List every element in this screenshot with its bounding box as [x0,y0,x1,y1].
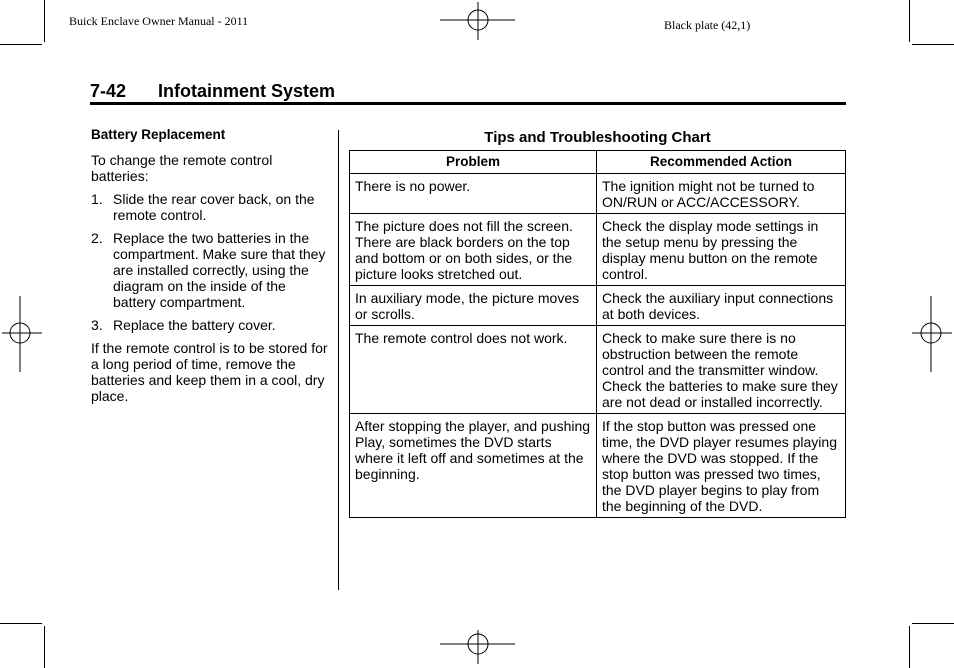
table-row [350,326,846,414]
column-divider [338,130,339,590]
crop-mark [912,623,954,624]
column-header-problem: Problem [350,151,597,174]
table-row [350,414,846,518]
battery-heading: Battery Replacement [91,127,226,142]
list-item [91,230,331,310]
action-cell: If the stop button was pressed one time, the DVD player resumes playing where the DVD was stopped. If the stop button was pressed two times, the DVD player begins to play from the beginning of the DVD. [597,414,846,518]
battery-replacement-section [91,127,331,411]
action-cell: Check the display mode settings in the setup menu by pressing the display menu button on the remote control. [597,214,846,286]
problem-cell: There is no power. [350,174,597,214]
section-rule [90,102,846,105]
registration-mark-left [0,296,44,372]
storage-note: If the remote control is to be stored for a long period of time, remove the batteries and keep them in a cool, dry place. [91,340,328,404]
crop-mark [0,44,42,45]
page-number: 7-42 [90,81,127,101]
chart-title: Tips and Troubleshooting Chart [484,129,711,146]
registration-mark-bottom [440,630,515,668]
section-title: Infotainment System [158,81,336,101]
crop-mark [44,0,45,42]
step-text: Replace the battery cover. [113,317,276,333]
steps-list [91,191,331,333]
problem-cell: The remote control does not work. [350,326,597,414]
registration-mark-right [910,296,954,372]
manual-title: Buick Enclave Owner Manual - 2011 [69,14,249,28]
troubleshooting-table [349,150,846,518]
registration-mark-top [440,0,515,44]
step-text: Replace the two batteries in the compartment. Make sure that they are installed correctly, using the diagram on the inside of the battery compartment. [113,230,326,310]
step-text: Slide the rear cover back, on the remote control. [113,191,315,223]
problem-cell: After stopping the player, and pushing Play, sometimes the DVD starts where it left off and sometimes at the beginning. [350,414,597,518]
crop-mark [44,626,45,668]
crop-mark [0,623,42,624]
crop-mark [912,44,954,45]
step-number: 3. [91,317,103,333]
table-row [350,174,846,214]
intro-text: To change the remote control batteries: [91,152,273,184]
plate-label: Black plate (42,1) [664,18,751,32]
table-row [350,214,846,286]
table-row [350,286,846,326]
action-cell: Check the auxiliary input connections at both devices. [597,286,846,326]
table-header-row [350,151,846,174]
action-cell: Check to make sure there is no obstruction between the remote control and the transmitter window. Check the batteries to make sure they are not dead or installed incorrectly. [597,326,846,414]
column-header-action: Recommended Action [597,151,846,174]
action-cell: The ignition might not be turned to ON/RUN or ACC/ACCESSORY. [597,174,846,214]
list-item [91,191,331,223]
problem-cell: The picture does not fill the screen. There are black borders on the top and bottom or on both sides, or the picture looks stretched out. [350,214,597,286]
step-number: 2. [91,230,103,246]
step-number: 1. [91,191,103,207]
list-item [91,317,331,333]
crop-mark [909,626,910,668]
problem-cell: In auxiliary mode, the picture moves or scrolls. [350,286,597,326]
crop-mark [909,0,910,42]
